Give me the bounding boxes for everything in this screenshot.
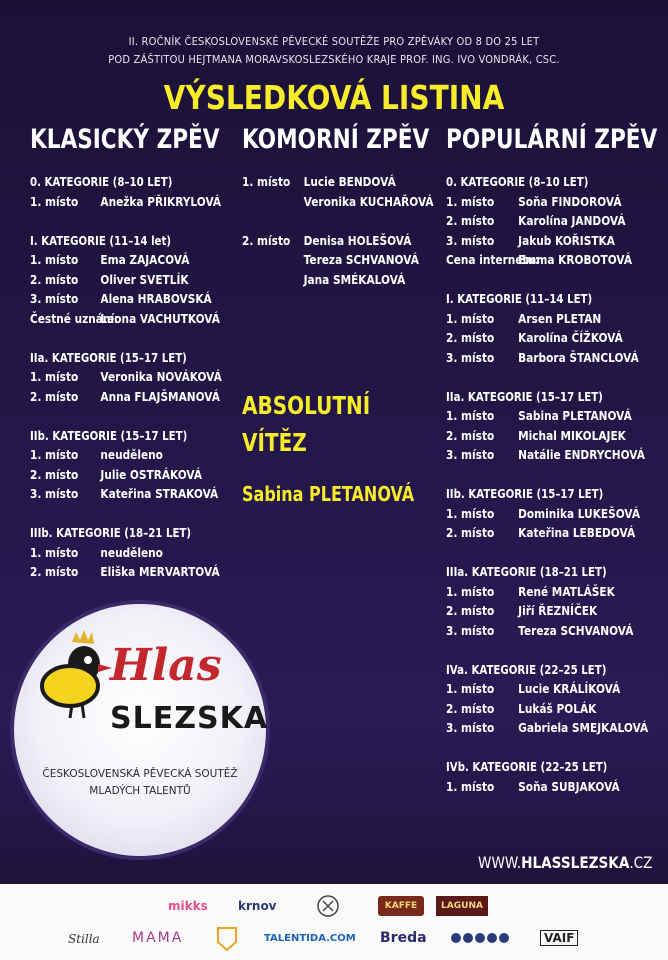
- column-heading-klasicky: KLASICKÝ ZPĚV: [30, 124, 220, 155]
- category-heading: IVb. KATEGORIE (22–25 LET): [446, 760, 608, 774]
- result-row: [30, 251, 222, 271]
- result-row: [446, 251, 648, 271]
- category-heading: IIb. KATEGORIE (15–17 LET): [446, 487, 604, 501]
- result-row: [446, 505, 648, 525]
- result-row: [446, 212, 648, 232]
- contestant-name: Jana SMÉKALOVÁ: [303, 272, 406, 287]
- result-row: [446, 329, 648, 349]
- placement: 1. místo: [30, 370, 79, 384]
- spacer: [446, 368, 668, 388]
- result-row: [30, 368, 222, 388]
- sponsor-mikks: mikks: [168, 899, 208, 913]
- spacer: [446, 739, 668, 759]
- placement: 2. místo: [446, 604, 495, 618]
- contestant-name: Denisa HOLEŠOVÁ: [303, 233, 412, 248]
- placement: 2. místo: [30, 389, 79, 404]
- placement: Čestné uznání:: [30, 311, 119, 326]
- sponsor-talentida: TALENTIDA.COM: [264, 933, 356, 944]
- sponsor-breda: Breda: [380, 930, 427, 946]
- contestant-name: Veronika KUCHAŘOVÁ: [303, 194, 434, 209]
- contestant-name: Lukáš POLÁK: [518, 701, 597, 716]
- contestant-name: Sabina PLETANOVÁ: [518, 409, 632, 423]
- result-row: [446, 700, 648, 720]
- placement: 1. místo: [446, 194, 495, 209]
- placement: 2. místo: [446, 701, 495, 716]
- sponsor-mama: MAMA: [132, 930, 184, 946]
- contestant-name: Tereza SCHVANOVÁ: [518, 623, 634, 638]
- placement: 3. místo: [446, 721, 495, 735]
- sponsor-laguna: LAGUNA: [436, 896, 488, 916]
- sponsor-crest-icon: [316, 894, 340, 918]
- website-suffix: .CZ: [629, 853, 653, 872]
- spacer: [242, 212, 460, 232]
- logo-tagline-1: ČESKOSLOVENSKÁ PĚVECKÁ SOUTĚŽ: [42, 768, 238, 780]
- category-heading: IIIb. KATEGORIE (18–21 LET): [30, 526, 192, 540]
- result-row: [446, 602, 648, 622]
- absolute-winner-name: Sabina PLETANOVÁ: [242, 482, 415, 506]
- spacer: [446, 544, 668, 564]
- result-row: [242, 271, 434, 291]
- spacer: [30, 329, 248, 349]
- spacer: [30, 212, 248, 232]
- column-heading-komorni: KOMORNÍ ZPĚV: [242, 124, 430, 155]
- result-row: [446, 622, 648, 642]
- placement: 1. místo: [446, 311, 495, 326]
- spacer: [446, 466, 668, 486]
- sponsor-dots-icon: [450, 932, 510, 944]
- header-line-1: II. ROČNÍK ČESKOSLOVENSKÉ PĚVECKÉ SOUTĚŽE PRO ZPĚVÁKY OD 8 DO 25 LET: [128, 35, 540, 48]
- logo-slezska-text: SLEZSKA: [110, 701, 269, 736]
- result-row: [446, 778, 648, 798]
- result-row: [242, 232, 434, 252]
- category-heading: I. KATEGORIE (11–14 let): [30, 233, 172, 248]
- logo-hlas-text: Hlas: [110, 640, 222, 691]
- category-heading: 0. KATEGORIE (8–10 LET): [30, 175, 173, 189]
- placement: Cena internetu:: [446, 253, 540, 267]
- contestant-name: Karolína ČÍŽKOVÁ: [518, 331, 623, 345]
- contestant-name: Jakub KOŘISTKA: [518, 233, 615, 248]
- results-list-komorni: [242, 173, 460, 290]
- category-heading: IIb. KATEGORIE (15–17 LET): [30, 428, 188, 443]
- result-row: [446, 407, 648, 427]
- contestant-name: Michal MIKOLAJEK: [518, 428, 626, 443]
- result-row: [30, 271, 222, 291]
- placement: 1. místo: [446, 779, 495, 794]
- result-row: [30, 290, 222, 310]
- result-row: [242, 193, 434, 213]
- spacer: [30, 505, 248, 525]
- contestant-name: Barbora ŠTANCLOVÁ: [518, 350, 639, 365]
- sponsor-stilla: Stilla: [68, 932, 100, 946]
- placement: 2. místo: [446, 526, 495, 540]
- contestant-name: Arsen PLETAN: [518, 311, 602, 326]
- result-row: [30, 563, 222, 583]
- category-heading: IIIa. KATEGORIE (18–21 LET): [446, 565, 607, 579]
- placement: 1. místo: [446, 584, 495, 599]
- logo-tagline-2: MLADÝCH TALENTŮ: [89, 785, 191, 797]
- placement: 2. místo: [242, 233, 291, 248]
- placement: 2. místo: [30, 272, 79, 287]
- placement: 2. místo: [446, 331, 495, 345]
- placement: 1. místo: [446, 506, 495, 521]
- category-heading: I. KATEGORIE (11–14 LET): [446, 292, 593, 306]
- website-link[interactable]: [478, 853, 652, 872]
- placement: 3. místo: [30, 487, 79, 501]
- contestant-name: Kateřina LEBEDOVÁ: [518, 526, 636, 540]
- placement: 1. místo: [242, 175, 291, 189]
- placement: 2. místo: [30, 565, 79, 579]
- result-row: [446, 427, 648, 447]
- placement: 2. místo: [446, 428, 495, 443]
- contestant-name: Karolína JANDOVÁ: [518, 214, 626, 228]
- column-heading-popularni: POPULÁRNÍ ZPĚV: [446, 124, 658, 155]
- placement: 2. místo: [446, 214, 495, 228]
- contestant-name: René MATLÁŠEK: [518, 584, 615, 599]
- contestant-name: Jiří ŘEZNÍČEK: [518, 604, 598, 618]
- contestant-name: Oliver SVETLÍK: [100, 272, 189, 287]
- sponsor-vaif: VAIF: [540, 930, 578, 946]
- page-title: VÝSLEDKOVÁ LISTINA: [163, 78, 505, 117]
- spacer: [446, 641, 668, 661]
- result-row: [242, 173, 434, 193]
- placement: 1. místo: [30, 545, 79, 560]
- placement: 1. místo: [30, 448, 79, 462]
- sponsor-kaffe: KAFFE: [378, 896, 424, 916]
- contestant-name: Eliška MERVARTOVÁ: [100, 565, 220, 579]
- result-row: [446, 583, 648, 603]
- placement: [242, 271, 304, 291]
- result-row: [30, 485, 222, 505]
- sponsor-bar: [0, 884, 668, 960]
- contestant-name: Soňa SUBJAKOVÁ: [518, 779, 620, 794]
- placement: 3. místo: [446, 448, 495, 462]
- results-list-klasicky: [30, 173, 248, 583]
- contestant-name: Soňa FINDOROVÁ: [518, 194, 622, 209]
- result-row: [446, 232, 648, 252]
- category-heading: IVa. KATEGORIE (22–25 LET): [446, 662, 607, 677]
- website-prefix: WWW.: [478, 853, 522, 872]
- result-row: [30, 310, 222, 330]
- contestant-name: Leona VACHUTKOVÁ: [100, 311, 220, 326]
- result-row: [242, 251, 434, 271]
- contestant-name: Lucie KRÁLÍKOVÁ: [518, 682, 621, 696]
- result-row: [30, 446, 222, 466]
- header-line-2: POD ZÁŠTITOU HEJTMANA MORAVSKOSLEZSKÉHO KRAJE PROF. ING. IVO VONDRÁK, CSC.: [108, 53, 560, 66]
- absolute-winner-line-2: VÍTĚZ: [242, 428, 307, 457]
- contestant-name: neuděleno: [100, 545, 163, 560]
- result-row: [30, 544, 222, 564]
- placement: 2. místo: [30, 467, 79, 482]
- result-row: [446, 719, 648, 739]
- contestant-name: Anna FLAJŠMANOVÁ: [100, 389, 220, 404]
- result-row: [446, 349, 648, 369]
- placement: 1. místo: [30, 194, 79, 209]
- result-row: [446, 193, 648, 213]
- contestant-name: Alena HRABOVSKÁ: [100, 292, 212, 306]
- contestant-name: Veronika NOVÁKOVÁ: [100, 370, 222, 384]
- contestant-name: neuděleno: [100, 448, 163, 462]
- contestant-name: Tereza SCHVANOVÁ: [303, 253, 419, 267]
- category-heading: IIa. KATEGORIE (15–17 LET): [446, 389, 603, 404]
- sponsor-krnov: krnov: [238, 899, 277, 913]
- result-row: [446, 446, 648, 466]
- contestant-name: Natálie ENDRYCHOVÁ: [518, 448, 645, 462]
- placement: 3. místo: [446, 623, 495, 638]
- placement: 1. místo: [30, 253, 79, 267]
- result-row: [446, 524, 648, 544]
- result-row: [446, 680, 648, 700]
- contestant-name: Gabriela SMEJKALOVÁ: [518, 721, 649, 735]
- category-heading: 0. KATEGORIE (8–10 LET): [446, 175, 589, 189]
- placement: 3. místo: [30, 292, 79, 306]
- placement: [242, 193, 304, 213]
- contestant-name: Dominika LUKEŠOVÁ: [518, 506, 641, 521]
- contestant-name: Emma KROBOTOVÁ: [518, 253, 633, 267]
- crowned-bird-icon: [40, 630, 120, 720]
- spacer: [30, 407, 248, 427]
- results-list-popularni: [446, 173, 668, 797]
- placement: 1. místo: [446, 409, 495, 423]
- website-name: HLASSLEZSKA: [521, 853, 630, 872]
- sponsor-shield-icon: [216, 926, 238, 952]
- placement: 3. místo: [446, 233, 495, 248]
- result-row: [30, 466, 222, 486]
- contestant-name: Julie OSTRÁKOVÁ: [100, 467, 203, 482]
- result-row: [30, 193, 222, 213]
- contestant-name: Lucie BENDOVÁ: [303, 175, 396, 189]
- absolute-winner-heading: [242, 387, 370, 461]
- absolute-winner-line-1: ABSOLUTNÍ: [242, 391, 371, 420]
- result-row: [446, 310, 648, 330]
- result-row: [30, 388, 222, 408]
- placement: 1. místo: [446, 682, 495, 696]
- placement: [242, 251, 304, 271]
- contestant-name: Ema ZAJACOVÁ: [100, 253, 190, 267]
- spacer: [446, 271, 668, 291]
- contestant-name: Kateřina STRAKOVÁ: [100, 487, 219, 501]
- contestant-name: Anežka PŘIKRYLOVÁ: [100, 194, 222, 209]
- placement: 3. místo: [446, 350, 495, 365]
- category-heading: IIa. KATEGORIE (15–17 LET): [30, 350, 187, 365]
